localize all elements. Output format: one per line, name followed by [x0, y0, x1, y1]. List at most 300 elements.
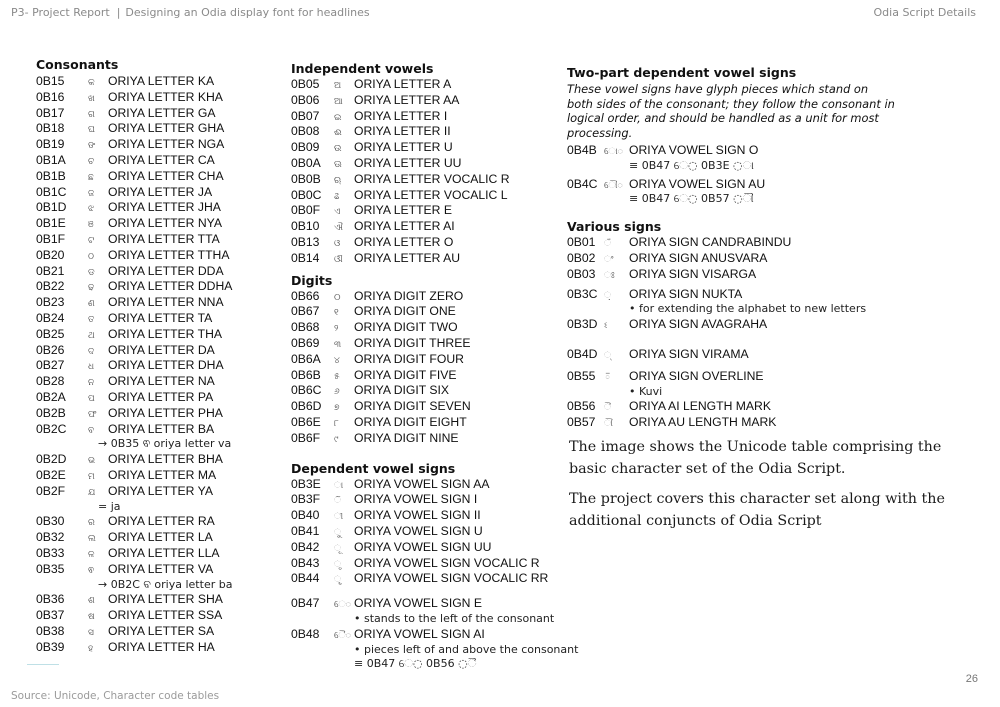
- character-name: ORIYA DIGIT SEVEN: [354, 399, 471, 414]
- report-title: P3- Project Report: [11, 6, 110, 19]
- character-name: ORIYA LETTER AA: [354, 92, 460, 107]
- code-point: 0B42: [291, 539, 320, 554]
- code-point: 0B6E: [291, 414, 321, 429]
- glyph-sample: ◌ୀ: [334, 511, 344, 522]
- code-point: 0B6B: [291, 367, 321, 382]
- character-name: ORIYA AI LENGTH MARK: [629, 399, 771, 414]
- character-name: ORIYA LETTER NA: [108, 374, 215, 389]
- glyph-sample: େ◌: [334, 599, 351, 610]
- consonants-table: [36, 74, 232, 655]
- character-name: ORIYA AU LENGTH MARK: [629, 415, 777, 430]
- character-name: ORIYA SIGN OVERLINE: [629, 368, 764, 383]
- code-point: 0B2E: [36, 467, 66, 482]
- glyph-sample: ◌ଁ: [604, 238, 612, 249]
- table-row: [291, 399, 578, 415]
- character-name: ORIYA LETTER HA: [108, 639, 215, 654]
- glyph-sample: ଏ: [334, 206, 341, 217]
- code-point: 0B3C: [567, 286, 598, 301]
- character-name: ORIYA DIGIT NINE: [354, 430, 459, 445]
- table-row: [291, 383, 578, 399]
- table-row: [291, 492, 578, 508]
- character-name: ORIYA SIGN ANUSVARA: [629, 250, 768, 265]
- table-row: [36, 311, 232, 327]
- table-row: [291, 477, 578, 493]
- row-note: → 0B35 ଵ oriya letter va: [98, 437, 232, 451]
- table-row: [36, 374, 232, 390]
- glyph-sample: ଋ: [334, 174, 342, 185]
- table-row: [291, 368, 578, 384]
- character-name: ORIYA LETTER JHA: [108, 200, 221, 215]
- code-point: 0B13: [291, 234, 320, 249]
- glyph-sample: ଽ: [604, 320, 608, 331]
- glyph-sample: ୧: [334, 307, 339, 318]
- various-signs-table: [567, 235, 967, 431]
- character-name: ORIYA LETTER MA: [108, 467, 217, 482]
- code-point: 0B4D: [567, 346, 598, 361]
- code-point: 0B57: [567, 415, 596, 430]
- glyph-sample: ଷ: [88, 611, 95, 622]
- table-row: [567, 287, 967, 303]
- table-row: [291, 203, 578, 219]
- two-part-description: These vowel signs have glyph pieces which stand on both sides of the consonant; they follow the consonant in logical order, and should be handled as a unit for most processing.: [567, 82, 895, 140]
- glyph-sample: ◌ା: [334, 479, 344, 490]
- code-point: 0B33: [36, 545, 65, 560]
- code-point: 0B2A: [36, 389, 66, 404]
- character-name: ORIYA DIGIT TWO: [354, 320, 458, 335]
- glyph-sample: ଆ: [334, 95, 343, 106]
- table-row: [36, 295, 232, 311]
- character-name: ORIYA LETTER DA: [108, 342, 215, 357]
- independent-vowels-table: [291, 77, 578, 267]
- code-point: 0B05: [291, 77, 320, 91]
- table-row: [36, 624, 232, 640]
- character-name: ORIYA LETTER TA: [108, 310, 213, 325]
- glyph-sample: ◌ଂ: [604, 253, 614, 264]
- code-point: 0B15: [36, 74, 65, 88]
- table-row: [36, 343, 232, 359]
- glyph-sample: ଶ: [88, 595, 95, 606]
- glyph-sample: ଭ: [88, 455, 96, 466]
- table-row: [291, 571, 578, 587]
- table-row: [36, 90, 232, 106]
- glyph-sample: ◌ୂ: [334, 542, 342, 553]
- row-note: • Kuvi: [629, 384, 663, 398]
- code-point: 0B1A: [36, 152, 66, 167]
- character-name: ORIYA LETTER SHA: [108, 592, 223, 607]
- code-point: 0B26: [36, 342, 65, 357]
- table-row: [36, 169, 232, 185]
- table-row: [291, 172, 578, 188]
- glyph-sample: ତ: [88, 313, 95, 324]
- code-point: 0B0A: [291, 155, 321, 170]
- table-row: [36, 264, 232, 280]
- code-point: 0B36: [36, 592, 65, 607]
- glyph-sample: ଐ: [334, 222, 344, 233]
- character-name: ORIYA LETTER PA: [108, 389, 214, 404]
- code-point: 0B38: [36, 623, 65, 638]
- code-point: 0B27: [36, 358, 65, 373]
- character-name: ORIYA DIGIT ONE: [354, 304, 456, 319]
- code-point: 0B0B: [291, 171, 321, 186]
- table-row: [291, 219, 578, 235]
- code-point: 0B20: [36, 247, 65, 262]
- table-row: [291, 524, 578, 540]
- table-row: [36, 608, 232, 624]
- character-name: ORIYA VOWEL SIGN U: [354, 523, 483, 538]
- character-name: ORIYA LETTER TTHA: [108, 247, 230, 262]
- dependent-vowels-table-b: [291, 596, 578, 672]
- code-point: 0B6F: [291, 430, 321, 445]
- code-point: 0B0F: [291, 203, 321, 218]
- digits-heading: Digits: [291, 272, 333, 288]
- code-point: 0B22: [36, 279, 65, 294]
- table-row: [567, 267, 967, 283]
- glyph-sample: ୌ◌: [604, 179, 623, 190]
- glyph-sample: ◌ୄ: [334, 574, 342, 585]
- table-row: [291, 251, 578, 267]
- table-row: [36, 468, 232, 484]
- character-name: ORIYA LETTER DDA: [108, 263, 224, 278]
- glyph-sample: ନ: [88, 377, 95, 388]
- code-point: 0B23: [36, 295, 65, 310]
- character-name: ORIYA LETTER BHA: [108, 452, 223, 467]
- source-caption: Source: Unicode, Character code tables: [11, 690, 220, 702]
- table-row: [36, 137, 232, 153]
- dependent-vowels-table: [291, 477, 578, 588]
- glyph-sample: ଚ: [88, 155, 95, 166]
- table-row: [36, 279, 232, 295]
- code-point: 0B66: [291, 288, 320, 303]
- code-point: 0B10: [291, 219, 320, 234]
- character-name: ORIYA LETTER SA: [108, 623, 215, 638]
- glyph-sample: ◌ୖ: [604, 402, 612, 413]
- character-name: ORIYA LETTER JA: [108, 184, 213, 199]
- table-row: [567, 347, 967, 363]
- glyph-sample: ଅ: [334, 80, 342, 90]
- glyph-sample: ୈ◌: [334, 629, 351, 640]
- glyph-sample: ଉ: [334, 143, 342, 154]
- table-row: [36, 452, 232, 468]
- glyph-sample: ଲ: [88, 533, 96, 544]
- glyph-sample: ଥ: [88, 329, 95, 340]
- code-point: 0B40: [291, 508, 320, 523]
- independent-vowels-heading: Independent vowels: [291, 61, 434, 76]
- glyph-sample: ୩: [334, 338, 342, 349]
- character-name: ORIYA LETTER RA: [108, 514, 215, 529]
- glyph-sample: ◌ଃ: [604, 269, 615, 280]
- consonants-column: [36, 57, 232, 655]
- code-point: 0B3F: [291, 492, 321, 507]
- code-point: 0B28: [36, 374, 65, 389]
- character-name: ORIYA VOWEL SIGN VOCALIC R: [354, 555, 540, 570]
- code-point: 0B1B: [36, 168, 66, 183]
- glyph-sample: ଣ: [88, 298, 95, 309]
- glyph-sample: ଦ: [88, 345, 95, 356]
- dependent-vowels-heading: Dependent vowel signs: [291, 460, 456, 476]
- glyph-sample: ◌ୁ: [334, 526, 342, 537]
- character-name: ORIYA LETTER THA: [108, 326, 223, 341]
- glyph-sample: ୬: [334, 386, 340, 397]
- character-name: ORIYA LETTER LA: [108, 530, 213, 545]
- row-note: ≡ 0B47 େ◌ 0B57 ◌ୗ: [629, 192, 754, 206]
- code-point: 0B48: [291, 626, 320, 641]
- header-left: [11, 6, 370, 19]
- glyph-sample: ଧ: [88, 361, 95, 372]
- character-name: ORIYA LETTER LLA: [108, 545, 220, 560]
- character-name: ORIYA VOWEL SIGN AU: [629, 176, 766, 191]
- glyph-sample: ୦: [334, 291, 341, 302]
- character-name: ORIYA VOWEL SIGN VOCALIC RR: [354, 571, 549, 586]
- table-row: [291, 336, 578, 352]
- table-row: [36, 248, 232, 264]
- glyph-sample: ୮: [334, 417, 339, 428]
- table-row: [291, 124, 578, 140]
- table-row: [291, 596, 578, 612]
- character-name: ORIYA DIGIT FIVE: [354, 367, 457, 382]
- code-point: 0B16: [36, 89, 65, 104]
- table-row: [36, 327, 232, 343]
- glyph-sample: ୭: [334, 402, 340, 413]
- character-name: ORIYA DIGIT THREE: [354, 335, 471, 350]
- code-point: 0B44: [291, 571, 320, 586]
- character-name: ORIYA VOWEL SIGN E: [354, 596, 482, 611]
- glyph-sample: ଞ: [88, 219, 94, 230]
- code-point: 0B17: [36, 105, 65, 120]
- code-point: 0B1E: [36, 216, 66, 231]
- code-point: 0B07: [291, 108, 320, 123]
- table-row: [291, 109, 578, 125]
- code-point: 0B4C: [567, 176, 598, 191]
- code-point: 0B19: [36, 137, 65, 152]
- character-name: ORIYA LETTER AI: [354, 219, 455, 234]
- table-row: [36, 232, 232, 248]
- middle-column: [291, 61, 578, 672]
- glyph-sample: ୯: [334, 433, 339, 444]
- code-point: 0B6C: [291, 383, 322, 398]
- code-point: 0B18: [36, 121, 65, 136]
- code-point: 0B43: [291, 555, 320, 570]
- character-name: ORIYA LETTER BA: [108, 421, 215, 436]
- row-note: → 0B2C ବ oriya letter ba: [98, 577, 233, 591]
- glyph-sample: ଵ: [88, 564, 95, 575]
- table-row: [567, 369, 967, 385]
- glyph-sample: ଇ: [334, 111, 342, 122]
- table-row: [291, 508, 578, 524]
- table-row: [567, 415, 967, 431]
- table-row: [36, 216, 232, 232]
- code-point: 0B32: [36, 530, 65, 545]
- table-row: [36, 530, 232, 546]
- row-note: • pieces left of and above the consonant: [354, 642, 579, 656]
- character-name: ORIYA LETTER II: [354, 124, 451, 139]
- code-point: 0B08: [291, 124, 320, 139]
- table-row: [36, 121, 232, 137]
- table-row: [567, 251, 967, 267]
- table-row: [36, 562, 232, 578]
- table-row: [291, 540, 578, 556]
- glyph-sample: ର: [88, 517, 95, 528]
- code-point: 0B02: [567, 250, 596, 265]
- character-name: ORIYA DIGIT ZERO: [354, 288, 464, 303]
- code-point: 0B4B: [567, 143, 597, 157]
- glyph-sample: ଊ: [334, 158, 342, 169]
- glyph-sample: କ: [88, 77, 95, 87]
- glyph-sample: ଝ: [88, 203, 95, 214]
- character-name: ORIYA LETTER CHA: [108, 168, 224, 183]
- character-name: ORIYA LETTER VOCALIC R: [354, 171, 510, 186]
- character-name: ORIYA VOWEL SIGN O: [629, 143, 759, 157]
- glyph-sample: ହ: [88, 642, 94, 653]
- character-name: ORIYA LETTER I: [354, 108, 448, 123]
- code-point: 0B30: [36, 514, 65, 529]
- table-row: [36, 358, 232, 374]
- glyph-sample: ◌ି: [334, 495, 342, 506]
- character-name: ORIYA SIGN VISARGA: [629, 266, 757, 281]
- code-point: 0B47: [291, 596, 320, 611]
- character-name: ORIYA VOWEL SIGN II: [354, 508, 481, 523]
- code-point: 0B35: [36, 561, 65, 576]
- character-name: ORIYA VOWEL SIGN AA: [354, 476, 490, 491]
- character-name: ORIYA LETTER YA: [108, 483, 213, 498]
- table-row: [36, 514, 232, 530]
- table-row: [36, 390, 232, 406]
- table-row: [291, 352, 578, 368]
- glyph-sample: ଡ: [88, 266, 95, 277]
- two-part-heading: Two-part dependent vowel signs: [567, 65, 797, 80]
- table-row: [291, 304, 578, 320]
- table-row: [36, 185, 232, 201]
- report-subtitle: Designing an Odia display font for headlines: [125, 6, 370, 19]
- glyph-sample: ଳ: [88, 548, 95, 559]
- code-point: 0B6A: [291, 351, 321, 366]
- code-point: 0B2B: [36, 405, 66, 420]
- code-point: 0B1D: [36, 200, 67, 215]
- glyph-sample: ମ: [88, 470, 95, 481]
- character-name: ORIYA DIGIT EIGHT: [354, 414, 467, 429]
- page-number: 26: [965, 673, 978, 685]
- character-name: ORIYA LETTER AU: [354, 250, 461, 265]
- glyph-sample: ◌୕: [604, 371, 612, 382]
- glyph-sample: ଠ: [88, 250, 95, 261]
- code-point: 0B3D: [567, 317, 598, 332]
- code-point: 0B24: [36, 310, 65, 325]
- character-name: ORIYA LETTER GA: [108, 105, 216, 120]
- code-point: 0B69: [291, 335, 320, 350]
- code-point: 0B41: [291, 523, 320, 538]
- glyph-sample: ଌ: [334, 190, 340, 201]
- character-name: ORIYA VOWEL SIGN UU: [354, 539, 492, 554]
- character-name: ORIYA LETTER CA: [108, 152, 215, 167]
- character-name: ORIYA LETTER NYA: [108, 216, 222, 231]
- character-name: ORIYA LETTER VA: [108, 561, 214, 576]
- table-row: [291, 140, 578, 156]
- various-signs-heading: Various signs: [567, 219, 662, 235]
- row-note: ≡ 0B47 େ◌ 0B56 ◌ୖ: [354, 657, 477, 671]
- table-row: [291, 627, 578, 643]
- table-row: [567, 235, 967, 251]
- code-point: 0B09: [291, 140, 320, 155]
- table-row: [36, 640, 232, 656]
- code-point: 0B3E: [291, 476, 321, 491]
- glyph-sample: ◌୍: [604, 349, 612, 360]
- right-column: [567, 65, 967, 431]
- code-point: 0B37: [36, 608, 65, 623]
- glyph-sample: ◌ୗ: [604, 418, 613, 429]
- glyph-sample: ◌ୃ: [334, 558, 342, 569]
- character-name: ORIYA SIGN NUKTA: [629, 286, 743, 301]
- table-row: [36, 422, 232, 438]
- code-point: 0B25: [36, 326, 65, 341]
- character-name: ORIYA LETTER UU: [354, 155, 462, 170]
- glyph-sample: ଗ: [88, 108, 95, 119]
- glyph-sample: ଘ: [88, 124, 95, 135]
- table-row: [567, 317, 967, 333]
- glyph-sample: ◌଼: [604, 289, 612, 300]
- character-name: ORIYA SIGN VIRAMA: [629, 346, 749, 361]
- character-name: ORIYA LETTER KA: [108, 74, 215, 88]
- glyph-sample: ୫: [334, 370, 340, 381]
- character-name: ORIYA LETTER E: [354, 203, 452, 218]
- code-point: 0B68: [291, 320, 320, 335]
- character-name: ORIYA LETTER GHA: [108, 121, 225, 136]
- character-name: ORIYA LETTER KHA: [108, 89, 223, 104]
- glyph-sample: ଓ: [334, 237, 341, 248]
- table-row: [291, 77, 578, 93]
- glyph-sample: ୨: [334, 323, 339, 334]
- table-row: [567, 399, 967, 415]
- table-row: [291, 156, 578, 172]
- glyph-sample: ଫ: [88, 408, 97, 419]
- code-point: 0B0C: [291, 187, 322, 202]
- glyph-sample: ଛ: [88, 171, 94, 182]
- character-name: ORIYA SIGN CANDRABINDU: [629, 235, 792, 250]
- table-row: [291, 320, 578, 336]
- row-note: = ja: [98, 499, 121, 513]
- table-row: [291, 289, 578, 305]
- character-name: ORIYA LETTER A: [354, 77, 452, 91]
- body-paragraph-2: The project covers this character set along with the additional conjuncts of Odia Script: [569, 491, 945, 529]
- table-row: [291, 93, 578, 109]
- character-name: ORIYA SIGN AVAGRAHA: [629, 317, 768, 332]
- character-name: ORIYA LETTER SSA: [108, 608, 223, 623]
- character-name: ORIYA LETTER NNA: [108, 295, 224, 310]
- code-point: 0B14: [291, 250, 320, 265]
- code-point: 0B1F: [36, 231, 66, 246]
- glyph-sample: ଔ: [334, 253, 343, 264]
- table-row: [36, 406, 232, 422]
- table-row: [567, 143, 967, 159]
- code-point: 0B2F: [36, 483, 66, 498]
- consonants-heading: Consonants: [36, 57, 119, 72]
- two-part-table: [567, 143, 967, 207]
- table-row: [36, 153, 232, 169]
- digits-table: [291, 289, 578, 447]
- code-point: 0B6D: [291, 399, 322, 414]
- character-name: ORIYA LETTER VOCALIC L: [354, 187, 508, 202]
- glyph-sample: ସ: [88, 626, 94, 637]
- glyph-sample: ଯ: [88, 486, 96, 497]
- table-row: [36, 106, 232, 122]
- glyph-sample: ଜ: [88, 187, 95, 198]
- section-title: Odia Script Details: [873, 6, 976, 19]
- character-name: ORIYA VOWEL SIGN AI: [354, 626, 485, 641]
- character-name: ORIYA LETTER O: [354, 234, 454, 249]
- glyph-sample: ଟ: [88, 234, 95, 245]
- code-point: 0B03: [567, 266, 596, 281]
- table-row: [291, 235, 578, 251]
- glyph-sample: ୪: [334, 354, 340, 365]
- row-note: • for extending the alphabet to new letters: [629, 302, 867, 316]
